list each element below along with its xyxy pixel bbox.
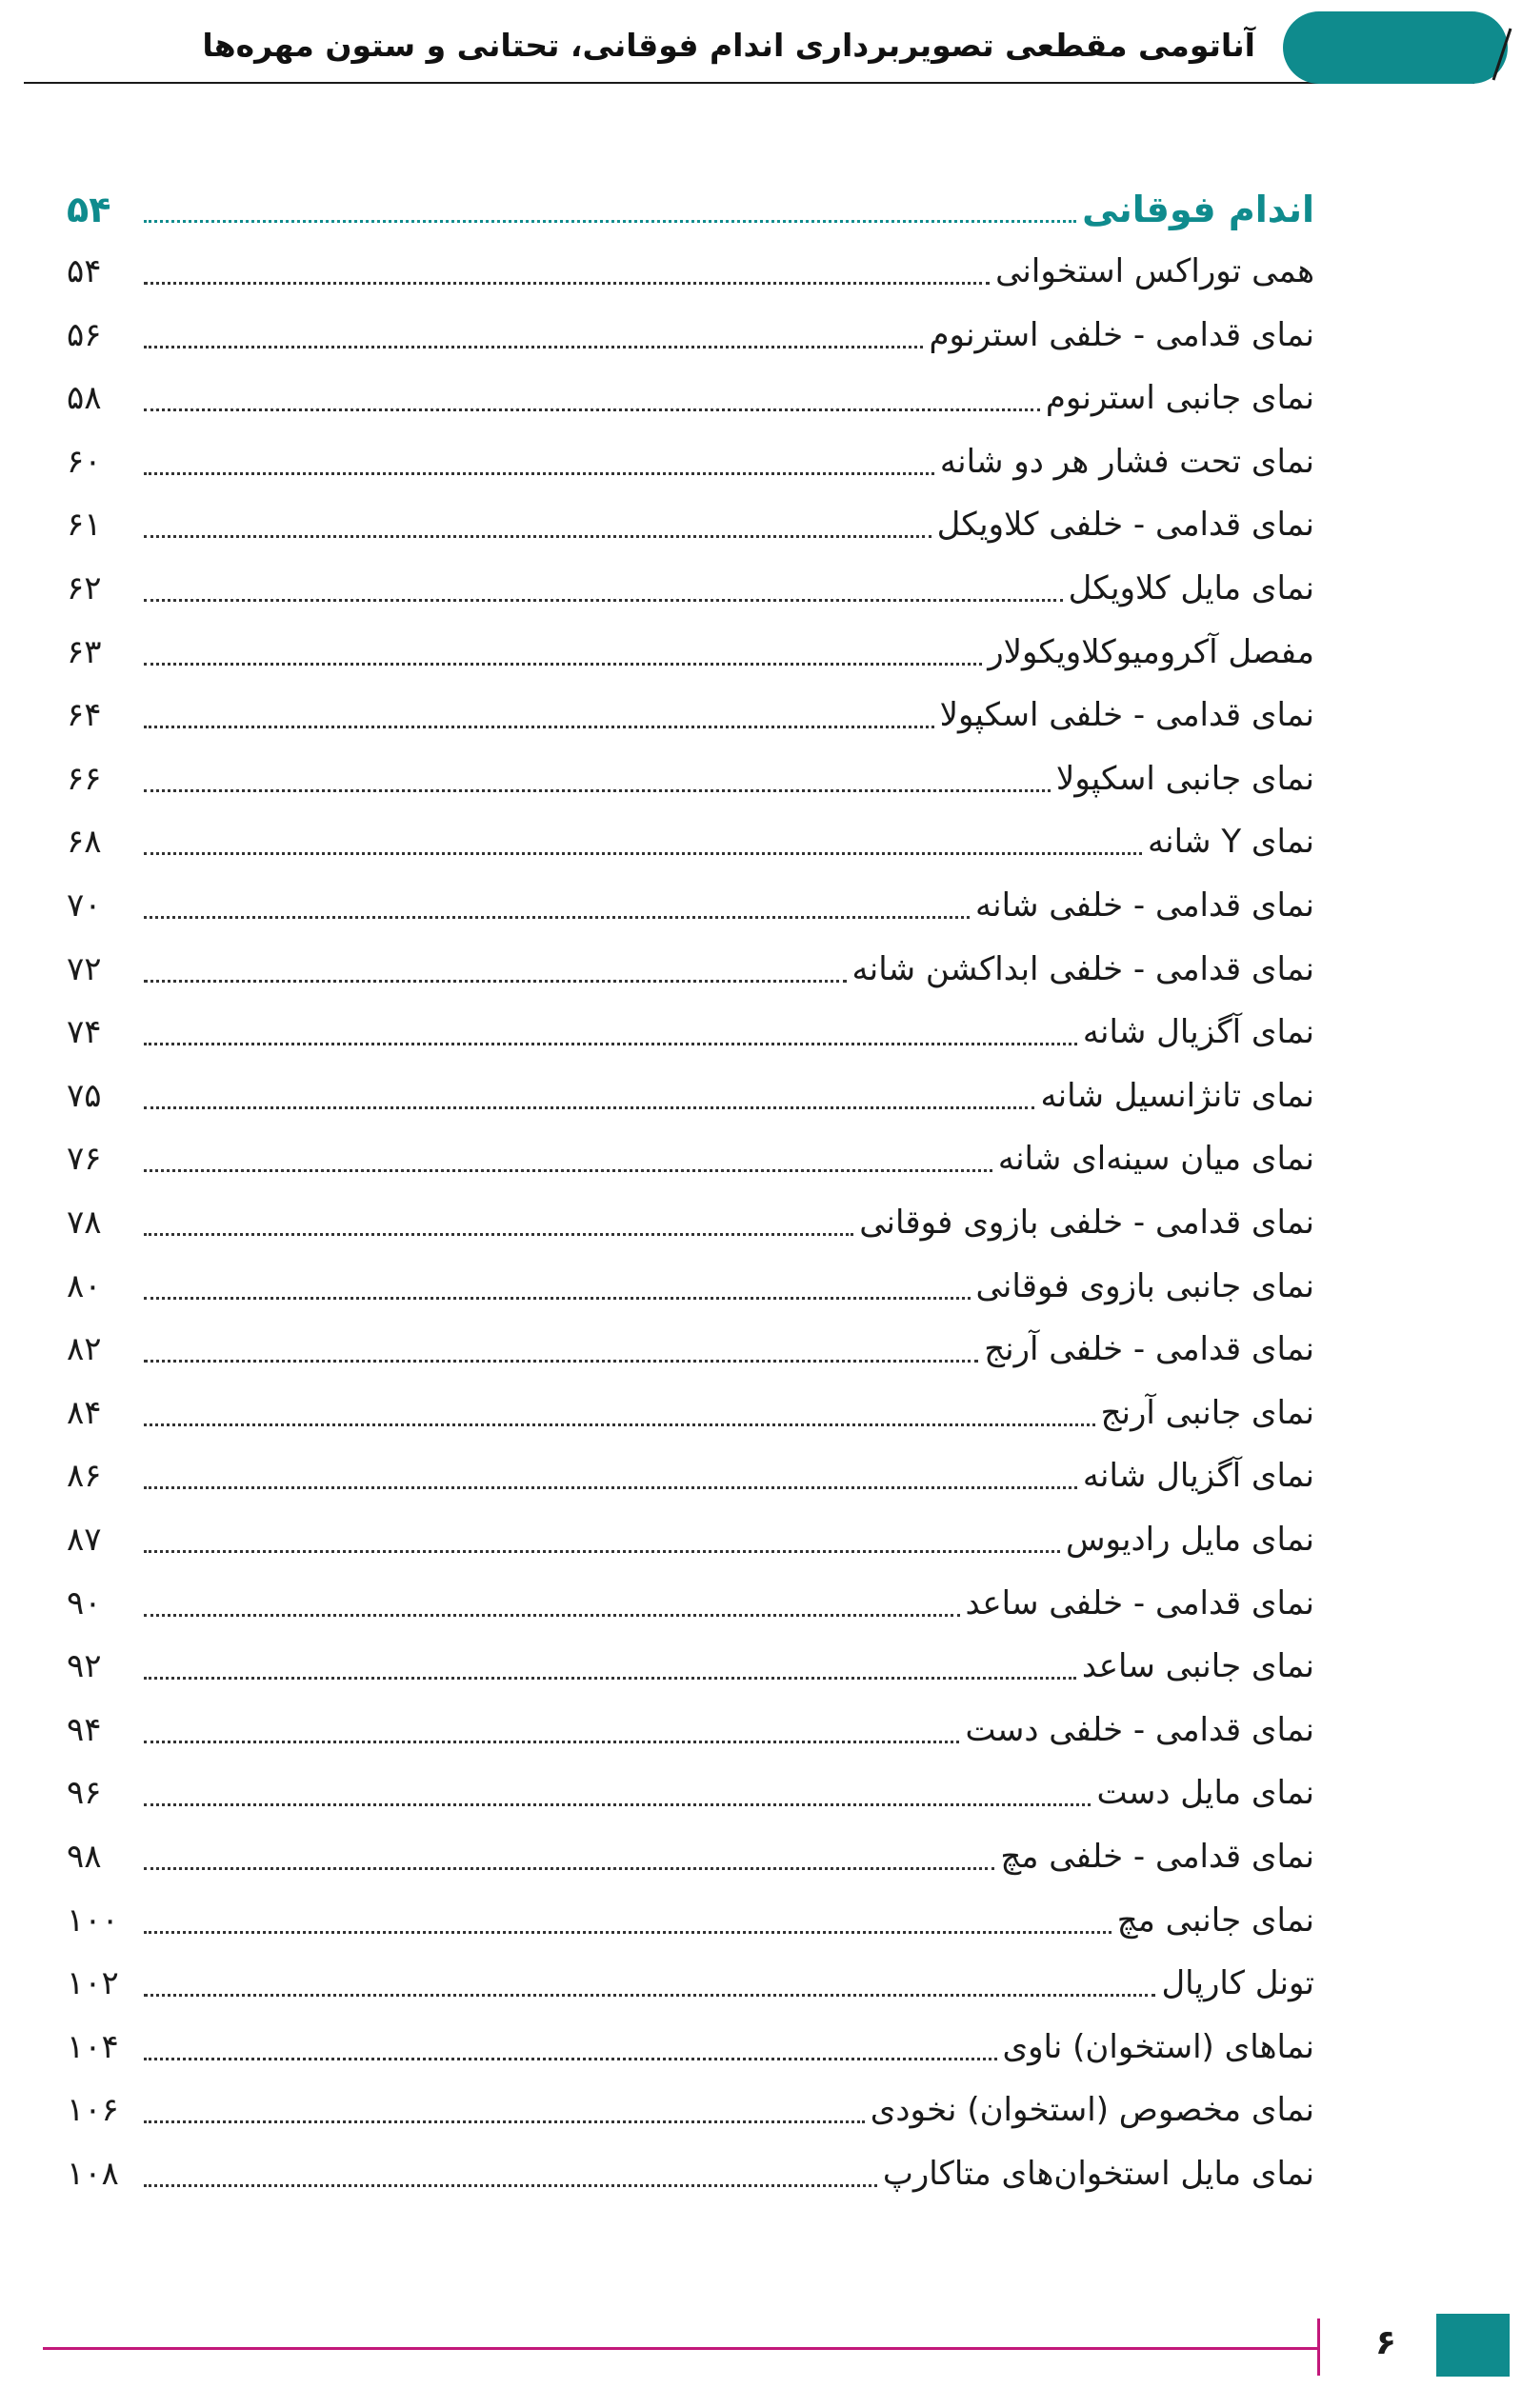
toc-entry-title: نمای تانژانسیل شانه <box>1040 1077 1314 1115</box>
toc-leader-dots <box>144 1867 994 1870</box>
toc-entry-title: مفصل آکرومیوکلاویکولار <box>988 633 1314 671</box>
toc-entry-title: نمای جانبی اسکپولا <box>1055 760 1314 798</box>
toc-entry-page: ۵۴ <box>67 252 102 290</box>
toc-entry-page: ۵۶ <box>67 316 102 354</box>
toc-entry[interactable] <box>67 1638 1314 1695</box>
toc-entry[interactable] <box>67 813 1314 870</box>
toc-leader-dots <box>144 1931 1111 1934</box>
toc-entry-title: نمای جانبی استرنوم <box>1045 379 1314 417</box>
toc-entry-page: ۷۲ <box>67 950 102 988</box>
toc-entry-page: ۷۶ <box>67 1140 102 1178</box>
toc-leader-dots <box>144 2120 865 2123</box>
toc-entry-page: ۶۰ <box>67 443 102 481</box>
toc-entry-title: نمای جانبی مچ <box>1116 1901 1314 1940</box>
toc-entry-page: ۵۸ <box>67 379 102 417</box>
toc-entry-page: ۸۲ <box>67 1330 102 1368</box>
toc-entry-title: همی توراکس استخوانی <box>995 252 1314 290</box>
toc-entry[interactable] <box>67 433 1314 490</box>
toc-leader-dots <box>144 1486 1077 1489</box>
toc-entry[interactable] <box>67 243 1314 300</box>
toc-entry-title: نمای قدامی - خلفی کلاویکل <box>936 506 1314 544</box>
toc-entry-title: نمای قدامی - خلفی دست <box>965 1711 1314 1749</box>
toc-entry-title: نمای قدامی - خلفی اسکپولا <box>939 696 1314 734</box>
toc-entry-title: نمای آگزیال شانه <box>1082 1457 1314 1495</box>
toc-leader-dots <box>144 2058 997 2060</box>
toc-entry-title: نمای قدامی - خلفی بازوی فوقانی <box>859 1204 1314 1242</box>
toc-section-page: ۵۴ <box>67 189 111 230</box>
toc-entry-title: نمای جانبی بازوی فوقانی <box>975 1267 1314 1305</box>
toc-entry[interactable] <box>67 1575 1314 1632</box>
toc-entry[interactable] <box>67 687 1314 744</box>
toc-entry-page: ۹۶ <box>67 1774 102 1812</box>
toc-entry[interactable] <box>67 1764 1314 1821</box>
toc-entry-page: ۸۴ <box>67 1394 102 1432</box>
toc-entry-page: ۹۸ <box>67 1838 102 1876</box>
toc-entry-title: تونل کارپال <box>1161 1964 1314 2002</box>
toc-entry[interactable] <box>67 1702 1314 1759</box>
toc-leader-dots <box>144 1360 978 1363</box>
toc-entry-title: نمای Y شانه <box>1147 823 1314 861</box>
toc-leader-dots <box>144 1803 1091 1806</box>
toc-entry[interactable] <box>67 2019 1314 2076</box>
toc-section-title: اندام فوقانی <box>1082 189 1314 230</box>
toc-leader-dots <box>144 789 1051 792</box>
toc-leader-dots <box>144 916 970 919</box>
toc-entry-page: ۶۶ <box>67 760 102 798</box>
toc-entry-title: نمای جانبی آرنج <box>1100 1394 1314 1432</box>
toc-entry-page: ۷۵ <box>67 1077 102 1115</box>
toc-entry-page: ۱۰۰ <box>67 1901 119 1940</box>
toc-entry[interactable] <box>67 1004 1314 1061</box>
toc-leader-dots <box>144 346 923 348</box>
toc-entry-title: نمای قدامی - خلفی آرنج <box>984 1330 1314 1368</box>
toc-entry[interactable] <box>67 941 1314 998</box>
toc-entry-title: نماهای (استخوان) ناوی <box>1002 2028 1314 2066</box>
toc-leader-dots <box>144 282 990 285</box>
toc-entry[interactable] <box>67 2145 1314 2202</box>
toc-leader-dots <box>144 472 934 475</box>
toc-leader-dots <box>144 1169 992 1172</box>
toc-entry-page: ۶۳ <box>67 633 102 671</box>
toc-entry[interactable] <box>67 1384 1314 1442</box>
footer-color-block <box>1436 2314 1510 2377</box>
toc-leader-dots <box>144 1297 971 1300</box>
toc-leader-dots <box>144 663 982 666</box>
page-number: ۶ <box>1375 2323 1396 2362</box>
toc-entry[interactable] <box>67 1321 1314 1378</box>
toc-entry-title: نمای قدامی - خلفی مچ <box>1000 1838 1314 1876</box>
toc-entry-page: ۷۴ <box>67 1013 102 1051</box>
toc-entry-page: ۹۰ <box>67 1584 102 1622</box>
toc-entry-page: ۶۴ <box>67 696 102 734</box>
toc-entry[interactable] <box>67 1258 1314 1315</box>
toc-entry-title: نمای تحت فشار هر دو شانه <box>939 443 1314 481</box>
toc-entry-page: ۸۶ <box>67 1457 102 1495</box>
toc-leader-dots <box>144 1614 960 1617</box>
toc-entry[interactable] <box>67 2081 1314 2139</box>
toc-entry-page: ۶۱ <box>67 506 102 544</box>
toc-entry[interactable] <box>67 496 1314 553</box>
toc-entry-page: ۱۰۸ <box>67 2155 119 2193</box>
toc-entry-title: نمای مایل رادیوس <box>1065 1521 1314 1559</box>
toc-leader-dots <box>144 852 1142 855</box>
toc-leader-dots <box>144 599 1063 602</box>
toc-section-heading[interactable] <box>67 181 1314 238</box>
toc-leader-dots <box>144 2184 877 2187</box>
footer-tick <box>1317 2318 1320 2376</box>
toc-entry-title: نمای میان سینه‌ای شانه <box>997 1140 1314 1178</box>
toc-entry-page: ۷۸ <box>67 1204 102 1242</box>
toc-leader-dots <box>144 1423 1095 1426</box>
toc-entry-page: ۶۲ <box>67 569 102 607</box>
toc-entry[interactable] <box>67 624 1314 681</box>
toc-leader-dots <box>144 1550 1060 1553</box>
toc-entry-title: نمای قدامی - خلفی استرنوم <box>929 316 1314 354</box>
toc-entry-page: ۸۰ <box>67 1267 102 1305</box>
toc-entry-title: نمای جانبی ساعد <box>1081 1647 1314 1685</box>
toc-leader-dots <box>144 535 931 538</box>
toc-leader-dots <box>144 980 847 983</box>
toc-entry[interactable] <box>67 1511 1314 1568</box>
toc-leader-dots <box>144 408 1040 411</box>
toc-entry-page: ۸۷ <box>67 1521 102 1559</box>
toc-leader-dots <box>144 1677 1076 1680</box>
toc-entry-title: نمای مخصوص (استخوان) نخودی <box>870 2091 1314 2129</box>
toc-entry-title: نمای آگزیال شانه <box>1082 1013 1314 1051</box>
toc-entry-title: نمای قدامی - خلفی ابداکشن شانه <box>851 950 1314 988</box>
page-footer <box>0 2304 1522 2408</box>
toc-leader-dots <box>144 1106 1034 1109</box>
toc-entry-page: ۶۸ <box>67 823 102 861</box>
toc-leader-dots <box>144 1741 959 1743</box>
toc-entry[interactable] <box>67 307 1314 364</box>
toc-entry[interactable] <box>67 1447 1314 1504</box>
toc-entry[interactable] <box>67 1130 1314 1187</box>
toc-entry[interactable] <box>67 1955 1314 2012</box>
toc-entry[interactable] <box>67 369 1314 427</box>
toc-entry[interactable] <box>67 877 1314 934</box>
toc-entry-title: نمای قدامی - خلفی ساعد <box>965 1584 1314 1622</box>
toc-entry-title: نمای مایل دست <box>1096 1774 1314 1812</box>
toc-leader-dots <box>144 726 934 728</box>
toc-leader-dots <box>144 1233 853 1236</box>
toc-entry-title: نمای مایل کلاویکل <box>1068 569 1314 607</box>
toc-entry-page: ۷۰ <box>67 886 102 925</box>
toc-entry[interactable] <box>67 1828 1314 1885</box>
toc-leader-dots <box>144 1994 1155 1997</box>
toc-leader-dots <box>144 220 1076 223</box>
running-header-title: آناتومی مقطعی تصویربرداری اندام فوقانی، تحتانی و ستون مهره‌ها <box>202 27 1255 64</box>
toc-entry-page: ۱۰۲ <box>67 1964 119 2002</box>
toc-entry[interactable] <box>67 1892 1314 1949</box>
toc-entry-page: ۹۴ <box>67 1711 102 1749</box>
toc-entry-page: ۱۰۴ <box>67 2028 119 2066</box>
footer-rule <box>43 2347 1319 2350</box>
toc-entry[interactable] <box>67 750 1314 807</box>
toc-leader-dots <box>144 1043 1077 1045</box>
toc-entry-page: ۱۰۶ <box>67 2091 119 2129</box>
toc-entry[interactable] <box>67 1067 1314 1124</box>
toc-entry-title: نمای قدامی - خلفی شانه <box>974 886 1314 925</box>
toc-entry[interactable] <box>67 560 1314 617</box>
toc-entry[interactable] <box>67 1194 1314 1251</box>
toc-entry-title: نمای مایل استخوان‌های متاکارپ <box>882 2155 1314 2193</box>
toc-entry-page: ۹۲ <box>67 1647 102 1685</box>
